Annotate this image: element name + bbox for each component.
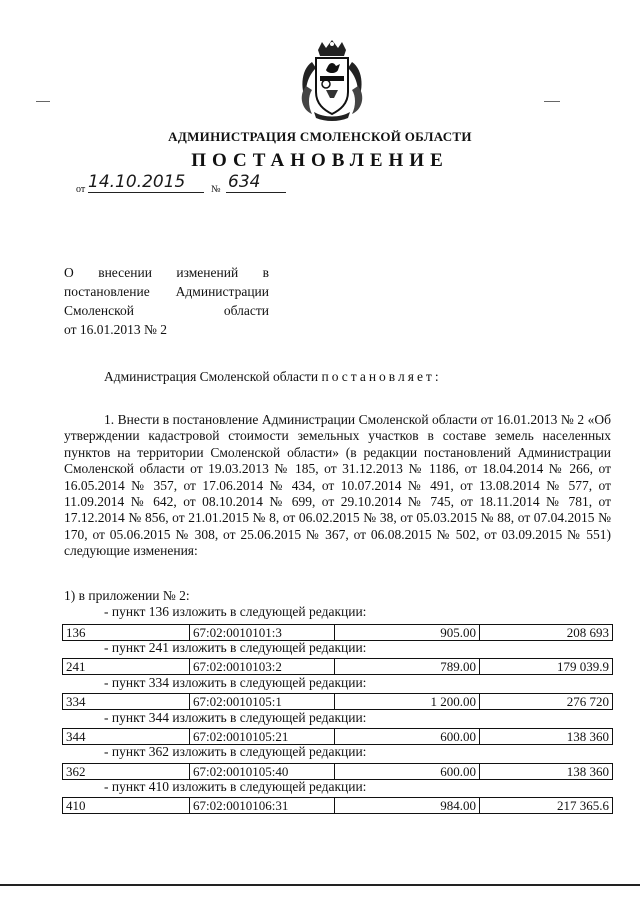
cell-value: 208 693 (480, 625, 613, 641)
item-instruction: - пункт 241 изложить в следующей редакции: (104, 640, 367, 655)
cell-cadastral: 67:02:0010103:2 (190, 659, 335, 675)
date-number-line (76, 172, 316, 196)
item-instruction: - пункт 136 изложить в следующей редакции: (104, 604, 367, 619)
cell-number: 334 (63, 694, 190, 710)
cell-number: 344 (63, 729, 190, 745)
organization-name: АДМИНИСТРАЦИЯ СМОЛЕНСКОЙ ОБЛАСТИ (168, 129, 472, 144)
body-paragraph: 1. Внести в постановление Администрации Смоленской области от 16.01.2013 № 2 «Об утверждении кадастровой стоимости земельных участков в составе земель населенных пунктов на территории Смоленской области» (в редакции постановлений Администрации Смоленской области от 19.03.2013 № 185, от 31.12.2013 № 1186, от 18.04.2014 № 266, от 16.05.2014 № 357, от 17.06.2014 № 434, от 10.07.2014 № 491, от 13.08.2014 № 577, от 11.09.2014 № 642, от 08.10.2014 № 699, от 29.10.2014 № 745, от 18.11.2014 № 781, от 17.12.2014 № 856, от 21.01.2015 № 8, от 06.02.2015 № 38, от 05.03.2015 № 88, от 07.04.2015 № 170, от 05.06.2015 № 308, от 25.06.2015 № 367, от 06.08.2015 № 502, от 03.09.2015 № 551) следующие изменения: (64, 412, 611, 559)
subject-line: О внесении изменений в (64, 265, 269, 280)
cell-value: 138 360 (480, 729, 613, 745)
handwritten-number: 634 (228, 172, 261, 192)
cell-rate: 905.00 (335, 625, 480, 641)
subject-line: постановление Администрации (64, 284, 269, 299)
scan-speck (544, 101, 560, 102)
scan-speck (36, 101, 50, 102)
cell-cadastral: 67:02:0010105:21 (190, 729, 335, 745)
item-instruction: - пункт 334 изложить в следующей редакции: (104, 675, 367, 690)
cell-value: 217 365.6 (480, 798, 613, 814)
preamble (104, 369, 442, 385)
cell-cadastral: 67:02:0010106:31 (190, 798, 335, 814)
date-underline (88, 192, 204, 193)
date-prefix: от (76, 184, 86, 195)
subject-line: Смоленской области (64, 303, 269, 318)
item-instruction: - пункт 362 изложить в следующей редакции: (104, 744, 367, 759)
cell-value: 276 720 (480, 694, 613, 710)
number-prefix: № (211, 184, 221, 195)
page-bottom-rule (0, 884, 640, 886)
appendix-intro: 1) в приложении № 2: (64, 588, 190, 603)
handwritten-date: 14.10.2015 (88, 172, 186, 192)
table-row (62, 763, 613, 780)
cell-cadastral: 67:02:0010101:3 (190, 625, 335, 641)
table-row (62, 658, 613, 675)
cell-rate: 1 200.00 (335, 694, 480, 710)
preamble-decree-word: постановляет: (321, 369, 442, 384)
cell-cadastral: 67:02:0010105:40 (190, 764, 335, 780)
cell-number: 410 (63, 798, 190, 814)
preamble-text: Администрация Смоленской области (104, 369, 319, 384)
cell-number: 136 (63, 625, 190, 641)
cell-number: 241 (63, 659, 190, 675)
cell-rate: 600.00 (335, 729, 480, 745)
table-row (62, 624, 613, 641)
table-row (62, 728, 613, 745)
coat-of-arms-emblem (298, 40, 366, 122)
cell-value: 179 039.9 (480, 659, 613, 675)
cell-rate: 984.00 (335, 798, 480, 814)
item-instruction: - пункт 344 изложить в следующей редакции: (104, 710, 367, 725)
table-row (62, 797, 613, 814)
document-type: ПОСТАНОВЛЕНИЕ (191, 150, 449, 171)
cell-cadastral: 67:02:0010105:1 (190, 694, 335, 710)
number-underline (226, 192, 286, 193)
cell-rate: 600.00 (335, 764, 480, 780)
cell-number: 362 (63, 764, 190, 780)
subject-line: от 16.01.2013 № 2 (64, 322, 167, 337)
cell-rate: 789.00 (335, 659, 480, 675)
item-instruction: - пункт 410 изложить в следующей редакции: (104, 779, 367, 794)
cell-value: 138 360 (480, 764, 613, 780)
subject-block (64, 263, 269, 339)
table-row (62, 693, 613, 710)
